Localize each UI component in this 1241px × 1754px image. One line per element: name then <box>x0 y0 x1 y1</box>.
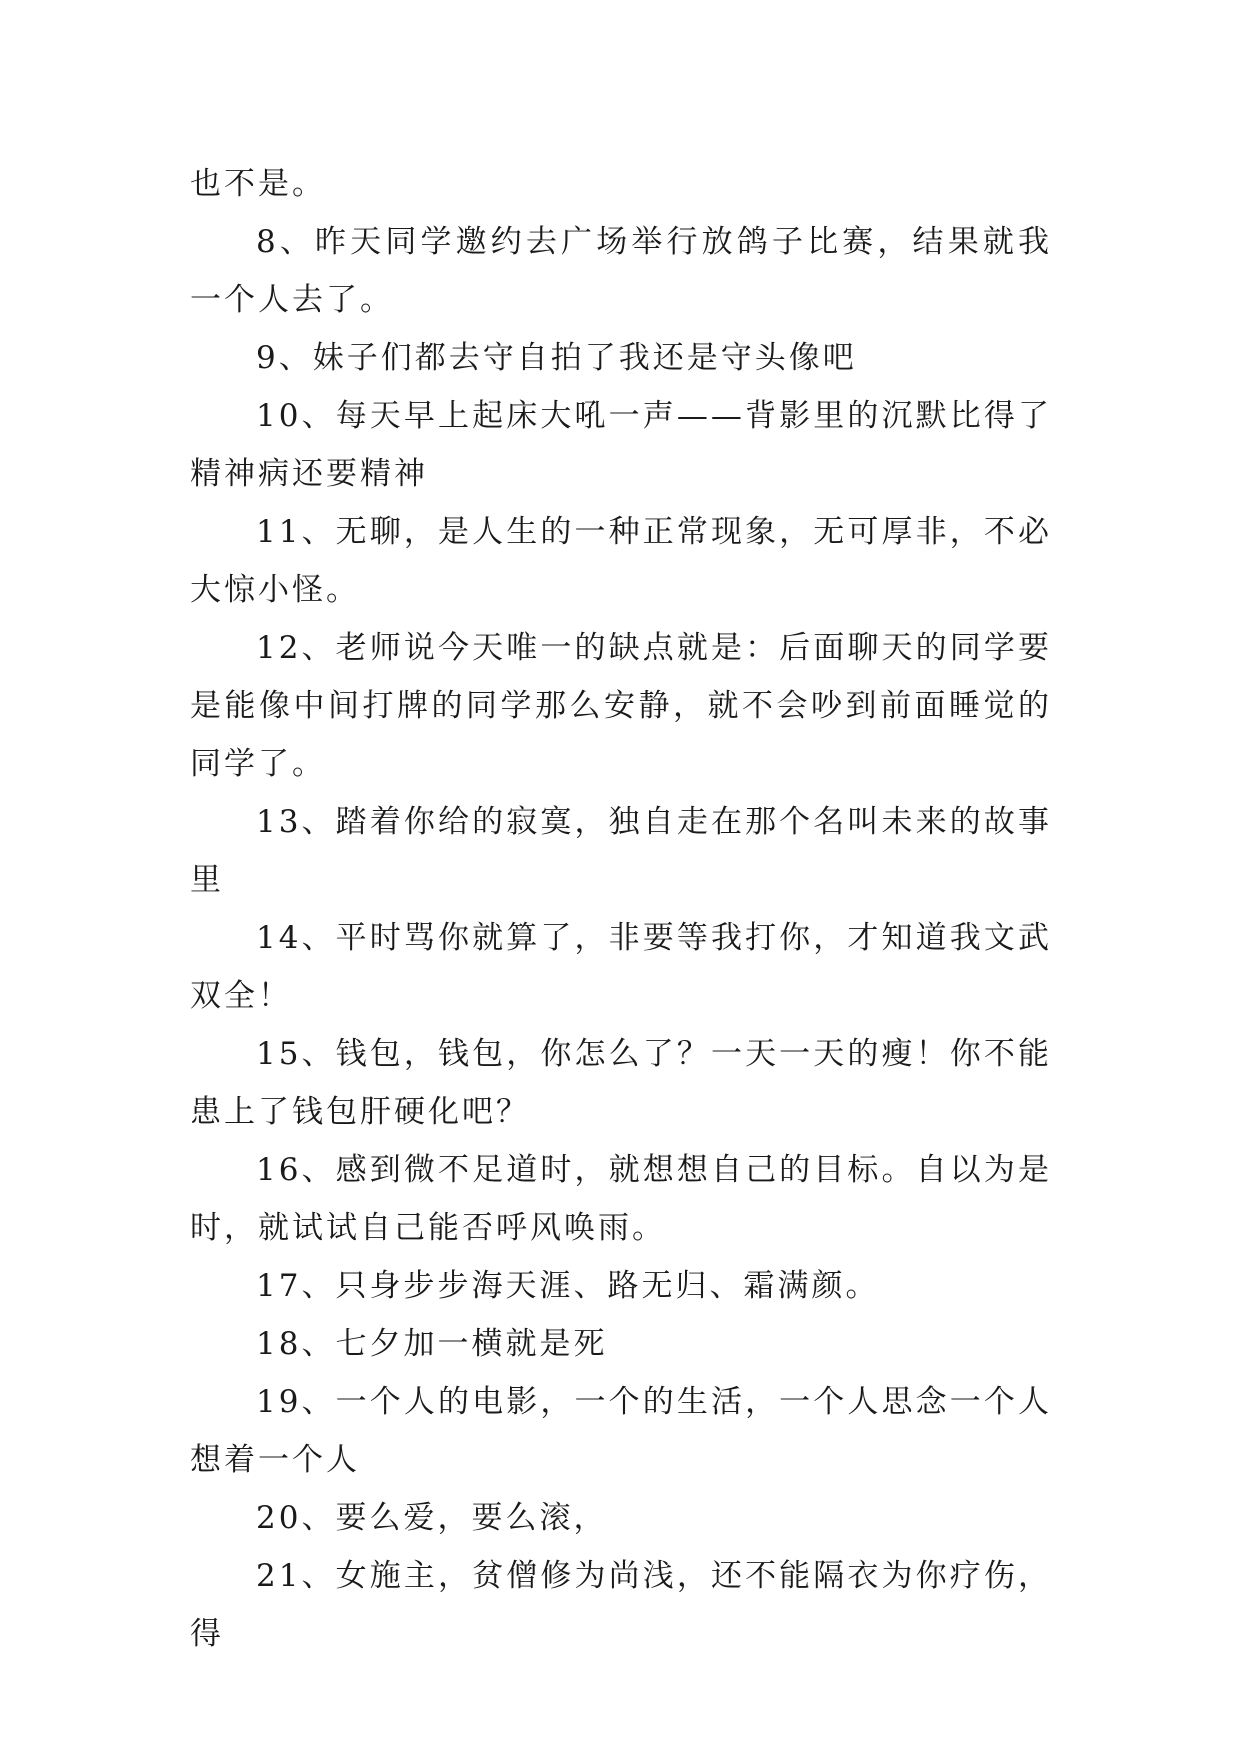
paragraph-item-18: 18、七夕加一横就是死 <box>256 1326 608 1362</box>
paragraph-item-14: 14、平时骂你就算了，非要等我打你，才知道我文武双全！ <box>190 920 1052 1014</box>
paragraph-item-19: 19、一个人的电影，一个的生活，一个人思念一个人想着一个人 <box>190 1384 1052 1478</box>
paragraph-item-10: 10、每天早上起床大吼一声——背影里的沉默比得了精神病还要精神 <box>190 398 1052 492</box>
paragraph-item-9: 9、妹子们都去守自拍了我还是守头像吧 <box>256 340 857 376</box>
paragraph-continuation: 也不是。 <box>190 166 326 202</box>
paragraph-item-15: 15、钱包，钱包，你怎么了？一天一天的瘦！你不能患上了钱包肝硬化吧？ <box>190 1036 1052 1130</box>
document-body <box>190 155 1052 1663</box>
paragraph-item-21: 21、女施主，贫僧修为尚浅，还不能隔衣为你疗伤，得 <box>190 1558 1052 1652</box>
paragraph-item-17: 17、只身步步海天涯、路无归、霜满颜。 <box>256 1268 880 1304</box>
paragraph-item-8: 8、昨天同学邀约去广场举行放鸽子比赛，结果就我一个人去了。 <box>190 224 1052 318</box>
paragraph-item-16: 16、感到微不足道时，就想想自己的目标。自以为是时，就试试自己能否呼风唤雨。 <box>190 1152 1052 1246</box>
paragraph-item-11: 11、无聊，是人生的一种正常现象，无可厚非，不必大惊小怪。 <box>190 514 1052 608</box>
paragraph-item-13: 13、踏着你给的寂寞，独自走在那个名叫未来的故事里 <box>190 804 1052 898</box>
paragraph-item-20: 20、要么爱，要么滚， <box>256 1500 608 1536</box>
paragraph-item-12: 12、老师说今天唯一的缺点就是：后面聊天的同学要是能像中间打牌的同学那么安静，就不会吵到前面睡觉的同学了。 <box>190 630 1052 782</box>
